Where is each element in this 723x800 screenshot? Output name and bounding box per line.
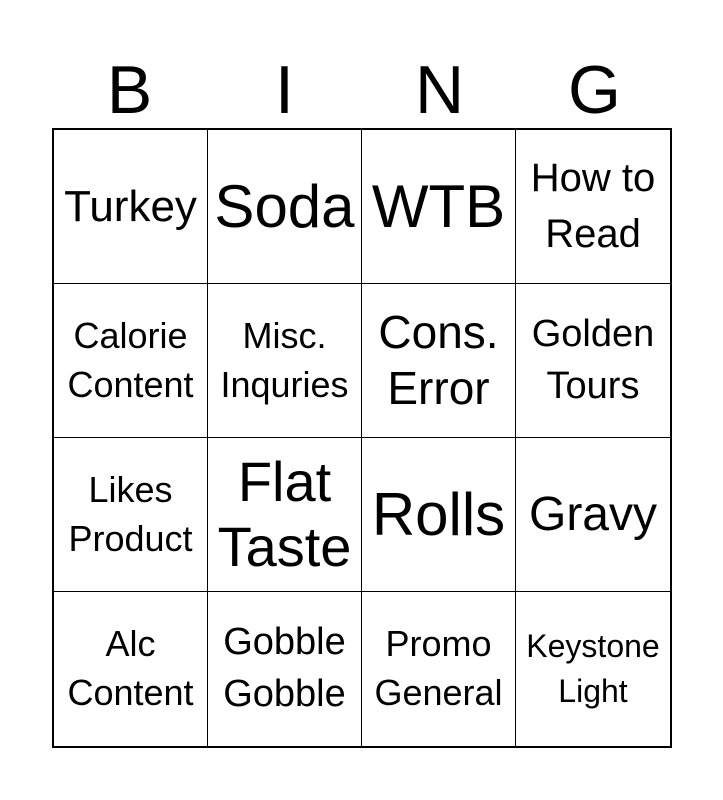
bingo-cell[interactable] xyxy=(208,284,362,438)
cell-label: Golden Tours xyxy=(531,312,655,407)
cell-label: Soda xyxy=(214,172,355,240)
cell-label: WTB xyxy=(371,172,506,240)
cell-label: Gravy xyxy=(528,487,657,541)
bingo-cell[interactable] xyxy=(54,284,208,438)
bingo-cell[interactable] xyxy=(54,592,208,746)
cell-label: Rolls xyxy=(371,480,506,548)
cell-label: Misc. Inquries xyxy=(220,314,349,405)
bingo-cell[interactable] xyxy=(208,592,362,746)
bingo-cell[interactable] xyxy=(516,438,670,592)
bingo-cell[interactable] xyxy=(208,438,362,592)
bingo-cell[interactable] xyxy=(362,130,516,284)
cell-label: Gobble Gobble xyxy=(223,621,346,715)
header-letter-g: G xyxy=(568,52,621,128)
cell-label: Cons. Error xyxy=(378,306,499,414)
cell-label: Keystone Light xyxy=(526,628,660,709)
bingo-cell[interactable] xyxy=(208,130,362,284)
bingo-cell[interactable] xyxy=(516,130,670,284)
cell-label: Turkey xyxy=(64,181,197,231)
cell-label: Likes Product xyxy=(68,468,193,559)
bingo-cell[interactable] xyxy=(54,438,208,592)
bingo-header xyxy=(52,52,672,128)
header-letter-o-hidden xyxy=(672,52,723,128)
cell-label: Alc Content xyxy=(67,623,194,713)
bingo-cell[interactable] xyxy=(362,284,516,438)
header-letter-i: I xyxy=(275,52,294,128)
cell-label: Promo General xyxy=(374,623,503,713)
header-letter-b: B xyxy=(106,52,153,128)
bingo-board xyxy=(52,128,672,748)
cell-label: Flat Taste xyxy=(217,449,352,578)
bingo-cell[interactable] xyxy=(362,438,516,592)
cell-label: How to Read xyxy=(530,156,656,256)
bingo-cell[interactable] xyxy=(516,284,670,438)
bingo-cell[interactable] xyxy=(516,592,670,746)
cell-label: Calorie Content xyxy=(67,314,194,405)
header-letter-n: N xyxy=(414,52,465,128)
bingo-cell[interactable] xyxy=(54,130,208,284)
bingo-cell[interactable] xyxy=(362,592,516,746)
